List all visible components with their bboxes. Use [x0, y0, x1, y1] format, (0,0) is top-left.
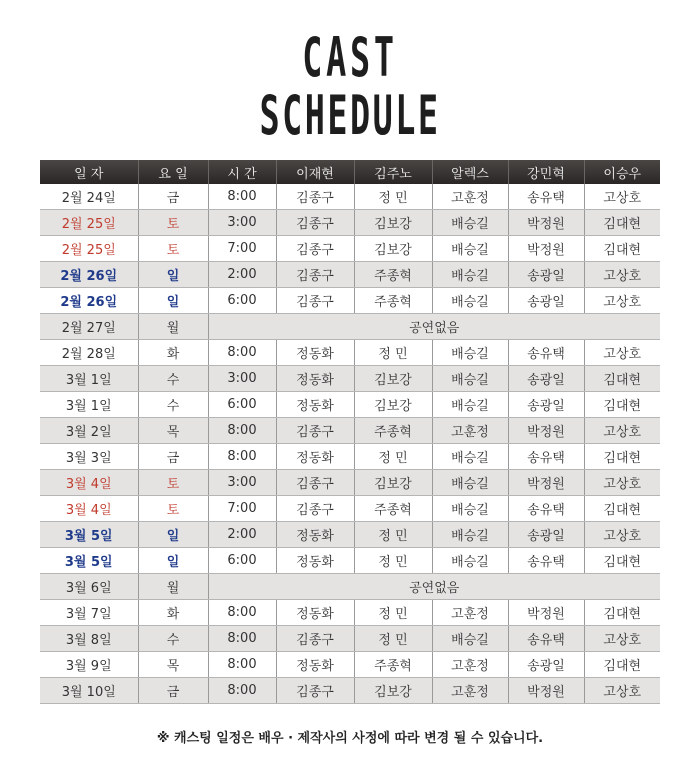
cast-cell: 고상호 [584, 184, 660, 210]
table-row [40, 262, 660, 288]
day-cell: 목 [138, 652, 208, 678]
date-cell: 2월 26일 [40, 288, 138, 314]
table-row [40, 678, 660, 704]
cast-cell: 고상호 [584, 262, 660, 288]
cast-cell: 송광일 [508, 392, 584, 418]
header-date: 일 자 [40, 160, 138, 184]
cast-cell: 김대현 [584, 600, 660, 626]
cast-cell: 김보강 [354, 678, 432, 704]
cast-cell: 정 민 [354, 444, 432, 470]
header-cast-3: 알렉스 [432, 160, 508, 184]
cast-schedule-table [40, 160, 660, 704]
cast-cell: 송유택 [508, 184, 584, 210]
cast-cell: 배승길 [432, 548, 508, 574]
table-row [40, 210, 660, 236]
date-cell: 2월 27일 [40, 314, 138, 340]
cast-cell: 고훈정 [432, 418, 508, 444]
day-cell: 일 [138, 262, 208, 288]
cast-cell: 박정원 [508, 678, 584, 704]
title-schedule: SCHEDULE [259, 84, 441, 147]
cast-cell: 송유택 [508, 548, 584, 574]
cast-cell: 고상호 [584, 340, 660, 366]
cast-cell: 김종구 [276, 626, 354, 652]
time-cell: 8:00 [208, 184, 276, 210]
date-cell: 3월 4일 [40, 496, 138, 522]
cast-cell: 정동화 [276, 340, 354, 366]
cast-cell: 배승길 [432, 522, 508, 548]
table-row [40, 288, 660, 314]
cast-cell: 김대현 [584, 444, 660, 470]
cast-cell: 배승길 [432, 496, 508, 522]
cast-cell: 배승길 [432, 236, 508, 262]
cast-cell: 주종혁 [354, 652, 432, 678]
date-cell: 2월 25일 [40, 236, 138, 262]
cast-cell: 김대현 [584, 548, 660, 574]
date-cell: 3월 10일 [40, 678, 138, 704]
cast-cell: 고상호 [584, 522, 660, 548]
date-cell: 2월 24일 [40, 184, 138, 210]
day-cell: 월 [138, 574, 208, 600]
cast-cell: 고훈정 [432, 184, 508, 210]
day-cell: 토 [138, 210, 208, 236]
table-row [40, 470, 660, 496]
day-cell: 수 [138, 626, 208, 652]
day-cell: 금 [138, 444, 208, 470]
table-body [40, 184, 660, 704]
cast-cell: 고상호 [584, 470, 660, 496]
date-cell: 2월 26일 [40, 262, 138, 288]
cast-cell: 정동화 [276, 392, 354, 418]
header-time: 시 간 [208, 160, 276, 184]
day-cell: 수 [138, 366, 208, 392]
time-cell: 8:00 [208, 626, 276, 652]
cast-cell: 김보강 [354, 392, 432, 418]
cast-cell: 김종구 [276, 678, 354, 704]
day-cell: 토 [138, 236, 208, 262]
cast-cell: 송유택 [508, 496, 584, 522]
cast-cell: 김종구 [276, 210, 354, 236]
time-cell: 6:00 [208, 288, 276, 314]
cast-cell: 김종구 [276, 236, 354, 262]
cast-cell: 박정원 [508, 470, 584, 496]
time-cell: 6:00 [208, 548, 276, 574]
day-cell: 수 [138, 392, 208, 418]
cast-cell: 고상호 [584, 678, 660, 704]
time-cell: 2:00 [208, 522, 276, 548]
no-show-cell: 공연없음 [208, 574, 660, 600]
date-cell: 3월 9일 [40, 652, 138, 678]
cast-cell: 정 민 [354, 184, 432, 210]
day-cell: 토 [138, 496, 208, 522]
cast-cell: 김보강 [354, 210, 432, 236]
day-cell: 금 [138, 678, 208, 704]
cast-cell: 김대현 [584, 236, 660, 262]
cast-cell: 주종혁 [354, 262, 432, 288]
cast-cell: 주종혁 [354, 288, 432, 314]
cast-cell: 정동화 [276, 652, 354, 678]
cast-cell: 고상호 [584, 288, 660, 314]
header-cast-2: 김주노 [354, 160, 432, 184]
time-cell: 8:00 [208, 678, 276, 704]
date-cell: 3월 3일 [40, 444, 138, 470]
day-cell: 화 [138, 340, 208, 366]
day-cell: 토 [138, 470, 208, 496]
table-row [40, 340, 660, 366]
cast-cell: 배승길 [432, 626, 508, 652]
cast-cell: 배승길 [432, 210, 508, 236]
table-row [40, 314, 660, 340]
table-row [40, 496, 660, 522]
day-cell: 금 [138, 184, 208, 210]
date-cell: 3월 2일 [40, 418, 138, 444]
cast-cell: 김종구 [276, 288, 354, 314]
cast-cell: 고훈정 [432, 600, 508, 626]
cast-cell: 정동화 [276, 548, 354, 574]
cast-cell: 송광일 [508, 262, 584, 288]
cast-cell: 송광일 [508, 522, 584, 548]
cast-cell: 주종혁 [354, 418, 432, 444]
day-cell: 목 [138, 418, 208, 444]
cast-cell: 송광일 [508, 652, 584, 678]
table-row [40, 652, 660, 678]
cast-cell: 배승길 [432, 262, 508, 288]
date-cell: 2월 25일 [40, 210, 138, 236]
table-row [40, 600, 660, 626]
day-cell: 일 [138, 548, 208, 574]
day-cell: 일 [138, 522, 208, 548]
cast-cell: 정 민 [354, 548, 432, 574]
cast-cell: 고상호 [584, 626, 660, 652]
cast-cell: 김대현 [584, 652, 660, 678]
date-cell: 3월 7일 [40, 600, 138, 626]
cast-cell: 정동화 [276, 366, 354, 392]
day-cell: 일 [138, 288, 208, 314]
cast-cell: 배승길 [432, 366, 508, 392]
time-cell: 8:00 [208, 600, 276, 626]
time-cell: 6:00 [208, 392, 276, 418]
cast-cell: 정 민 [354, 522, 432, 548]
date-cell: 3월 4일 [40, 470, 138, 496]
time-cell: 3:00 [208, 470, 276, 496]
cast-cell: 송유택 [508, 340, 584, 366]
date-cell: 2월 28일 [40, 340, 138, 366]
cast-cell: 정 민 [354, 340, 432, 366]
date-cell: 3월 5일 [40, 522, 138, 548]
cast-cell: 정동화 [276, 600, 354, 626]
table-row [40, 444, 660, 470]
cast-cell: 김종구 [276, 262, 354, 288]
cast-cell: 배승길 [432, 340, 508, 366]
cast-cell: 김대현 [584, 496, 660, 522]
cast-cell: 송유택 [508, 626, 584, 652]
cast-cell: 김종구 [276, 470, 354, 496]
time-cell: 3:00 [208, 210, 276, 236]
table-row [40, 626, 660, 652]
cast-cell: 박정원 [508, 418, 584, 444]
table-row [40, 236, 660, 262]
header-cast-1: 이재현 [276, 160, 354, 184]
cast-cell: 김대현 [584, 210, 660, 236]
header-cast-5: 이승우 [584, 160, 660, 184]
cast-cell: 배승길 [432, 288, 508, 314]
date-cell: 3월 8일 [40, 626, 138, 652]
cast-cell: 김대현 [584, 392, 660, 418]
cast-cell: 송광일 [508, 288, 584, 314]
cast-cell: 고훈정 [432, 678, 508, 704]
cast-cell: 박정원 [508, 600, 584, 626]
table-row [40, 574, 660, 600]
cast-cell: 배승길 [432, 392, 508, 418]
footnote: ※ 캐스팅 일정은 배우 · 제작사의 사정에 따라 변경 될 수 있습니다. [156, 731, 544, 746]
date-cell: 3월 1일 [40, 392, 138, 418]
cast-cell: 김보강 [354, 366, 432, 392]
table-row [40, 418, 660, 444]
cast-cell: 주종혁 [354, 496, 432, 522]
cast-cell: 고훈정 [432, 652, 508, 678]
cast-cell: 배승길 [432, 470, 508, 496]
cast-cell: 송유택 [508, 444, 584, 470]
date-cell: 3월 1일 [40, 366, 138, 392]
cast-cell: 송광일 [508, 366, 584, 392]
cast-cell: 고상호 [584, 418, 660, 444]
time-cell: 2:00 [208, 262, 276, 288]
day-cell: 월 [138, 314, 208, 340]
cast-cell: 박정원 [508, 210, 584, 236]
time-cell: 8:00 [208, 340, 276, 366]
cast-cell: 김종구 [276, 184, 354, 210]
cast-cell: 김보강 [354, 470, 432, 496]
table-header-row [40, 160, 660, 184]
time-cell: 8:00 [208, 444, 276, 470]
title-cast: CAST [302, 26, 398, 89]
cast-cell: 정 민 [354, 626, 432, 652]
header-cast-4: 강민혁 [508, 160, 584, 184]
cast-cell: 김보강 [354, 236, 432, 262]
day-cell: 화 [138, 600, 208, 626]
cast-cell: 박정원 [508, 236, 584, 262]
cast-cell: 정동화 [276, 522, 354, 548]
cast-cell: 배승길 [432, 444, 508, 470]
time-cell: 8:00 [208, 652, 276, 678]
page-title [0, 0, 700, 160]
table-row [40, 392, 660, 418]
cast-cell: 김종구 [276, 418, 354, 444]
table-row [40, 548, 660, 574]
cast-cell: 김대현 [584, 366, 660, 392]
time-cell: 8:00 [208, 418, 276, 444]
date-cell: 3월 5일 [40, 548, 138, 574]
time-cell: 7:00 [208, 236, 276, 262]
time-cell: 3:00 [208, 366, 276, 392]
cast-cell: 정동화 [276, 444, 354, 470]
time-cell: 7:00 [208, 496, 276, 522]
cast-cell: 정 민 [354, 600, 432, 626]
table-row [40, 366, 660, 392]
header-day: 요 일 [138, 160, 208, 184]
cast-cell: 김종구 [276, 496, 354, 522]
date-cell: 3월 6일 [40, 574, 138, 600]
table-row [40, 184, 660, 210]
table-row [40, 522, 660, 548]
no-show-cell: 공연없음 [208, 314, 660, 340]
